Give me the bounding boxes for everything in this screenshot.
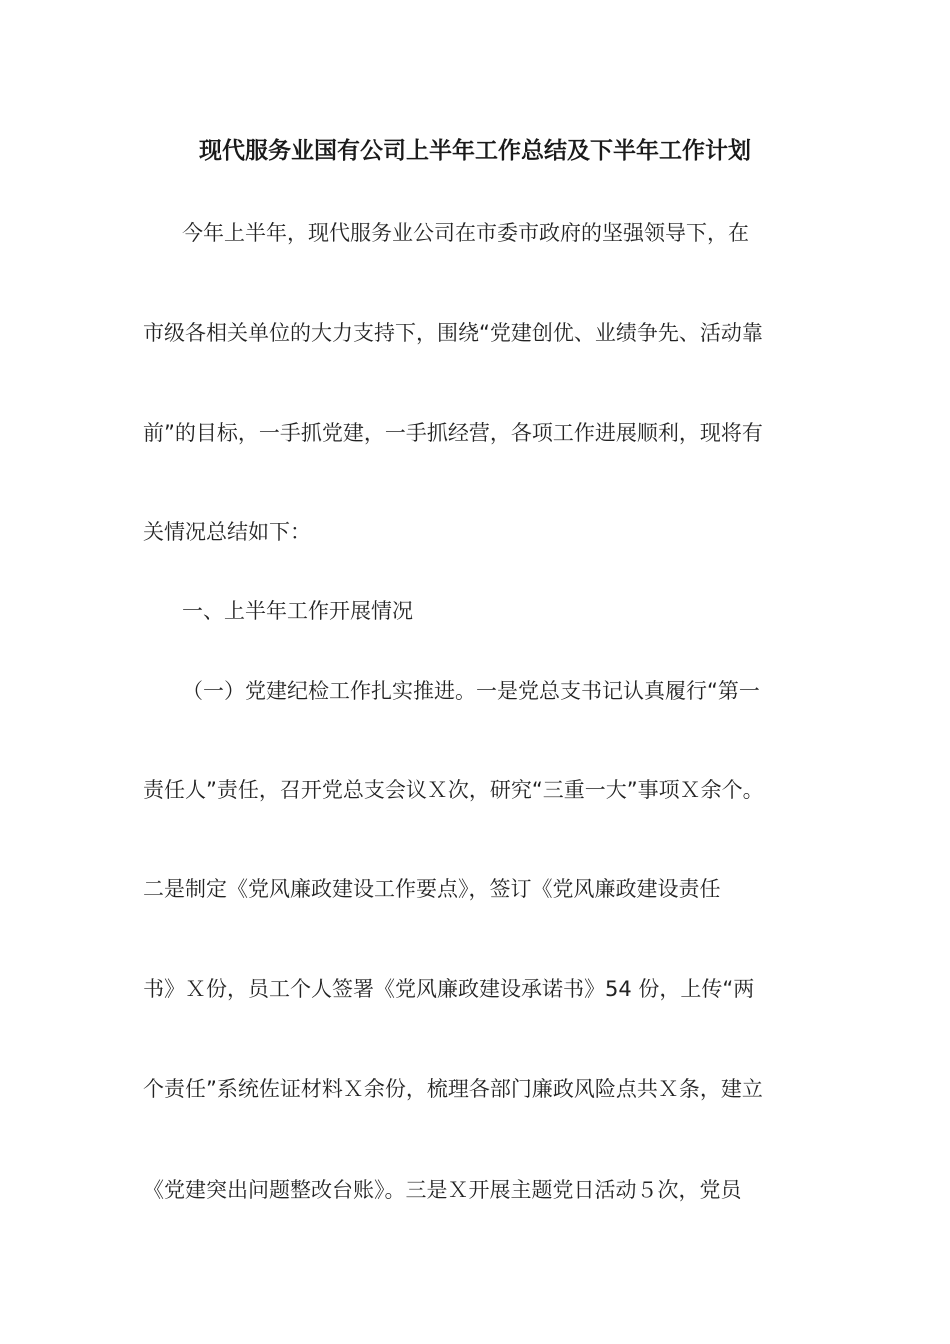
paragraph-line: 二是制定《党风廉政建设工作要点》，签订《党风廉政建设责任 (143, 877, 721, 901)
paragraph-line: 前”的目标，一手抓党建，一手抓经营，各项工作进展顺利，现将有 (143, 421, 763, 445)
paragraph-line: 个责任”系统佐证材料Ｘ余份，梳理各部门廉政风险点共Ｘ条，建立 (143, 1077, 763, 1101)
paragraph-line: （一）党建纪检工作扎实推进。一是党总支书记认真履行“第一 (182, 679, 760, 703)
paragraph-line: 书》Ｘ份，员工个人签署《党风廉政建设承诺书》54 份，上传“两 (143, 977, 755, 1001)
section-heading: 一、上半年工作开展情况 (182, 599, 413, 623)
paragraph-line: 关情况总结如下： (143, 520, 311, 544)
paragraph-line: 今年上半年，现代服务业公司在市委市政府的坚强领导下，在 (182, 221, 749, 245)
paragraph-line: 责任人”责任，召开党总支会议Ｘ次，研究“三重一大”事项Ｘ余个。 (143, 778, 764, 802)
paragraph-line: 市级各相关单位的大力支持下，围绕“党建创优、业绩争先、活动靠 (143, 321, 763, 345)
document-title: 现代服务业国有公司上半年工作总结及下半年工作计划 (199, 138, 751, 164)
paragraph-line: 《党建突出问题整改台账》。三是Ｘ开展主题党日活动５次，党员 (143, 1178, 742, 1202)
